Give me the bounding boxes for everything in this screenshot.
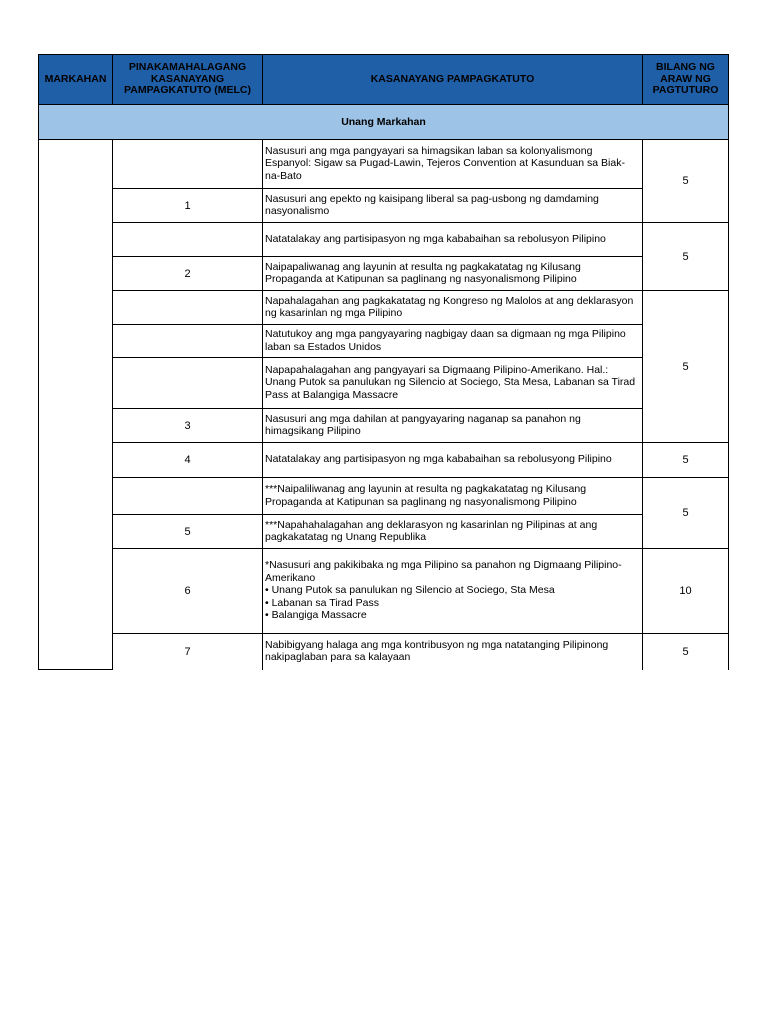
competency-text: Natatalakay ang partisipasyon ng mga kababaihan sa rebolusyong Pilipino: [263, 443, 643, 478]
melc-number: 4: [113, 443, 263, 478]
competency-text: Nabibigyang halaga ang mga kontribusyon ng mga natatanging Pilipinong nakipaglaban para sa kalayaan: [263, 634, 643, 670]
table-row: [39, 325, 729, 358]
competency-text: Nasusuri ang mga dahilan at pangyayaring naganap sa panahon ng himagsikang Pilipino: [263, 409, 643, 443]
days-value: 5: [643, 291, 729, 443]
melc-number: 3: [113, 409, 263, 443]
melc-number: 2: [113, 257, 263, 291]
melc-number: [113, 325, 263, 358]
melc-number: 7: [113, 634, 263, 670]
competency-text: ***Napahahalagahan ang deklarasyon ng kasarinlan ng Pilipinas at ang pagkakatatag ng Unang Republika: [263, 515, 643, 549]
table-row: [39, 223, 729, 257]
competency-text: Natutukoy ang mga pangyayaring nagbigay daan sa digmaan ng mga Pilipino laban sa Estados Unidos: [263, 325, 643, 358]
melc-number: [113, 223, 263, 257]
table-row: [39, 634, 729, 670]
quarter-title: Unang Markahan: [39, 105, 729, 140]
header-markahan: MARKAHAN: [39, 55, 113, 105]
competency-bullet: • Balangiga Massacre: [265, 609, 367, 622]
melc-number: [113, 140, 263, 189]
melc-number: [113, 291, 263, 325]
competency-text: Natatalakay ang partisipasyon ng mga kababaihan sa rebolusyon Pilipino: [263, 223, 643, 257]
header-row: [39, 55, 729, 105]
melc-number: [113, 358, 263, 409]
competency-bullet: • Unang Putok sa panulukan ng Silencio at Sociego, Sta Mesa: [265, 584, 555, 597]
melc-number: 5: [113, 515, 263, 549]
table-row: [39, 358, 729, 409]
competency-text: Napapahalagahan ang pangyayari sa Digmaang Pilipino-Amerikano. Hal.: Unang Putok sa panulukan ng Silencio at Sociego, Sta Mesa, Labanan sa Tirad Pass at Balangiga Massacre: [263, 358, 643, 409]
table-row: [39, 409, 729, 443]
quarter-row: [39, 105, 729, 140]
competency-bullet: • Labanan sa Tirad Pass: [265, 596, 379, 609]
melc-number: 1: [113, 189, 263, 223]
days-value: 5: [643, 478, 729, 549]
table-row: [39, 257, 729, 291]
competency-text: ***Naipaliliwanag ang layunin at resulta ng pagkakatatag ng Kilusang Propaganda at Katipunan sa paglinang ng nasyonalismong Pilipino: [263, 478, 643, 515]
header-kasanayan: KASANAYANG PAMPAGKATUTO: [263, 55, 643, 105]
competency-text: Naipapaliwanag ang layunin at resulta ng pagkakatatag ng Kilusang Propaganda at Katipunan sa paglinang ng nasyonalismong Pilipino: [263, 257, 643, 291]
table-row: [39, 189, 729, 223]
table-row: [39, 443, 729, 478]
days-value: 5: [643, 223, 729, 291]
melc-number: [113, 478, 263, 515]
melc-table: [38, 54, 729, 670]
days-value: 5: [643, 443, 729, 478]
days-value: 5: [643, 634, 729, 670]
competency-cell: [263, 549, 643, 634]
days-value: 10: [643, 549, 729, 634]
competency-text: *Nasusuri ang pakikibaka ng mga Pilipino sa panahon ng Digmaang Pilipino-Amerikano: [265, 559, 622, 584]
table-row: [39, 291, 729, 325]
competency-text: Napahalagahan ang pagkakatatag ng Kongreso ng Malolos at ang deklarasyon ng kasarinlan ng mga Pilipino: [263, 291, 643, 325]
table-row: [39, 549, 729, 634]
days-value: 5: [643, 140, 729, 223]
table-row: [39, 140, 729, 189]
markahan-cell: [39, 140, 113, 670]
competency-text: Nasusuri ang epekto ng kaisipang liberal sa pag-usbong ng damdaming nasyonalismo: [263, 189, 643, 223]
melc-number: 6: [113, 549, 263, 634]
table-row: [39, 478, 729, 515]
header-bilang: BILANG NG ARAW NG PAGTUTURO: [643, 55, 729, 105]
competency-text: Nasusuri ang mga pangyayari sa himagsikan laban sa kolonyalismong Espanyol: Sigaw sa Pugad-Lawin, Tejeros Convention at Kasunduan sa Biak-na-Bato: [263, 140, 643, 189]
table-row: [39, 515, 729, 549]
header-melc: PINAKAMAHALAGANG KASANAYANG PAMPAGKATUTO (MELC): [113, 55, 263, 105]
